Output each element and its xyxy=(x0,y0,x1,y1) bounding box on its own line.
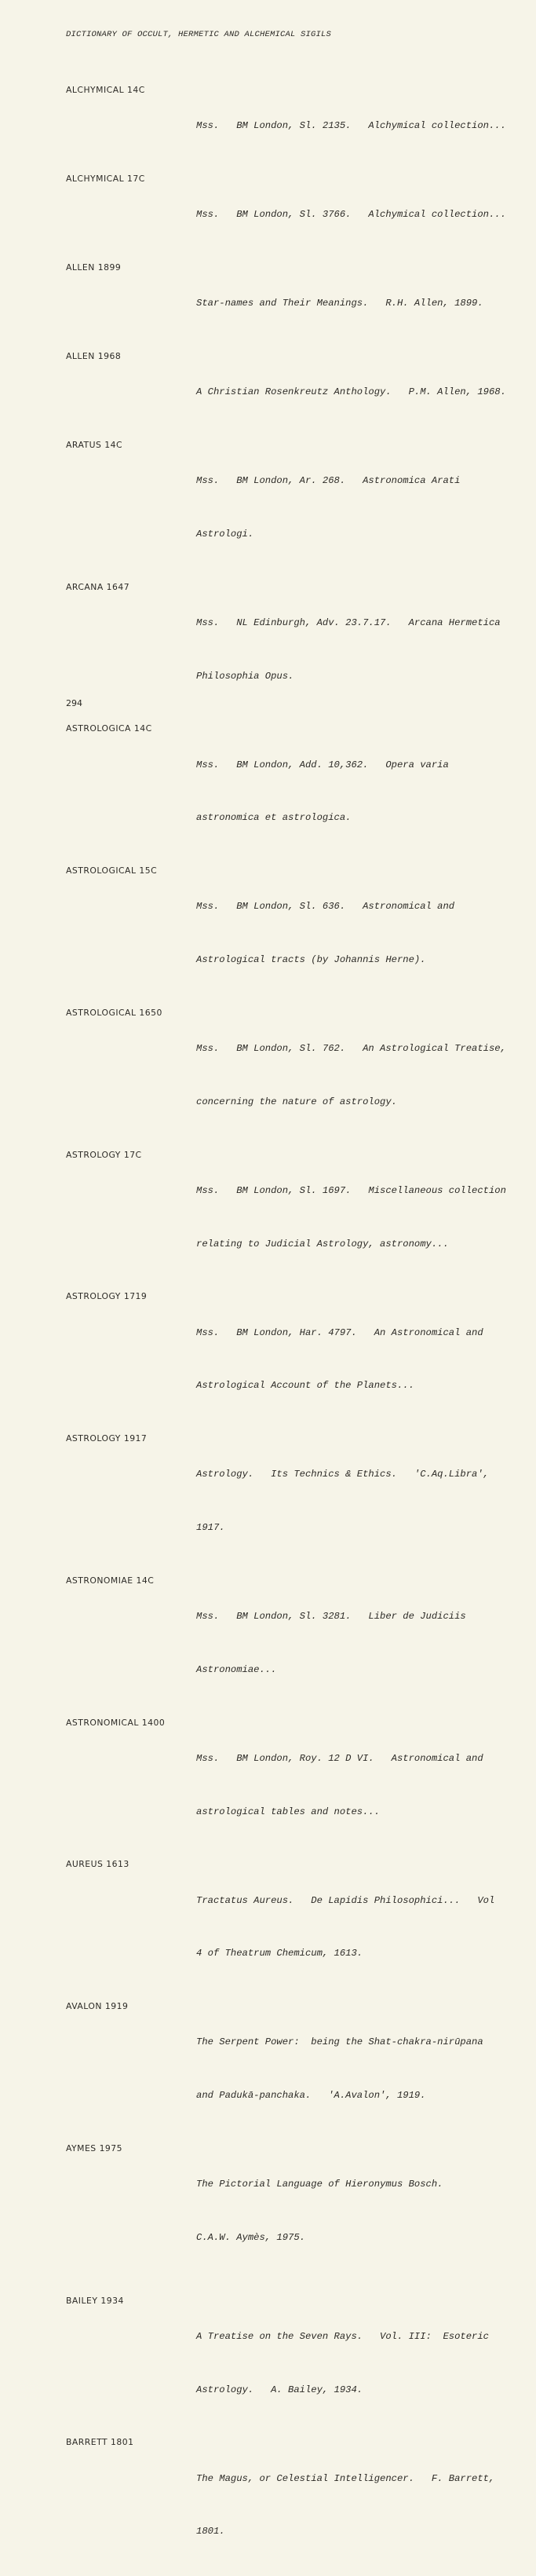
entry-key: ASTROLOGICAL 15C xyxy=(66,865,158,876)
description-line: Mss. BM London, Roy. 12 D VI. Astronomical and xyxy=(196,1752,483,1764)
entry-key: ASTRONOMICAL 1400 xyxy=(66,1717,166,1728)
entry-aureus-1613 xyxy=(0,1856,536,1998)
entry-key: ARATUS 14C xyxy=(66,439,123,450)
description-line: Astrology. Its Technics & Ethics. 'C.Aq.Libra', xyxy=(196,1469,489,1480)
page-number: 294 xyxy=(66,698,82,708)
entry-bailey-1934 xyxy=(0,2292,536,2435)
description-line: 4 of Theatrum Chemicum, 1613. xyxy=(196,1948,363,1959)
description-line: Mss. BM London, Sl. 1697. Miscellaneous collection xyxy=(196,1184,506,1196)
description-line: astrological tables and notes... xyxy=(196,1806,381,1817)
entry-key: BARRETT 1801 xyxy=(66,2437,134,2448)
entry-astrologica-14c xyxy=(0,720,536,862)
entry-description xyxy=(196,579,526,721)
description-line: Mss. BM London, Sl. 2135. Alchymical collection... xyxy=(196,120,506,132)
entry-description xyxy=(196,1572,526,1714)
description-line: Star-names and Their Meanings. R.H. Allen, 1899. xyxy=(196,298,483,309)
entry-key: ASTROLOGY 1719 xyxy=(66,1291,148,1302)
description-line: The Magus, or Celestial Intelligencer. F. Barrett, xyxy=(196,2472,495,2484)
entry-key: AYMES 1975 xyxy=(66,2142,123,2153)
entry-key: ASTROLOGY 17C xyxy=(66,1149,142,1160)
entry-description xyxy=(196,2434,526,2576)
entry-key: ALLEN 1899 xyxy=(66,262,122,273)
description-line: 1917. xyxy=(196,1522,225,1534)
entry-description xyxy=(196,720,526,862)
description-line: relating to Judicial Astrology, astronomy... xyxy=(196,1238,449,1250)
entry-astrology-17c xyxy=(0,1147,536,1289)
description-line: Mss. BM London, Har. 4797. An Astronomical and xyxy=(196,1326,483,1338)
entry-key: AVALON 1919 xyxy=(66,2001,129,2012)
entry-aratus-14c xyxy=(0,437,536,579)
entry-description xyxy=(196,1147,526,1289)
entry-description xyxy=(196,348,526,437)
entry-description xyxy=(196,82,526,170)
entry-astrology-1917 xyxy=(0,1430,536,1572)
entry-key: BAILEY 1934 xyxy=(66,2295,124,2306)
page-header: DICTIONARY OF OCCULT, HERMETIC AND ALCHEMICAL SIGILS xyxy=(66,30,332,39)
entry-description xyxy=(196,2140,526,2282)
description-line: Mss. NL Edinburgh, Adv. 23.7.17. Arcana Hermetica xyxy=(196,617,501,628)
entry-key: ASTROLOGICAL 1650 xyxy=(66,1007,162,1018)
entry-key: AUREUS 1613 xyxy=(66,1859,129,1870)
entry-list xyxy=(0,82,536,2576)
entry-allen-1968 xyxy=(0,348,536,437)
description-line: The Serpent Power: being the Shat-chakra-nirūpana xyxy=(196,2036,483,2048)
entry-astrological-1650 xyxy=(0,1004,536,1147)
description-line: Astrology. A. Bailey, 1934. xyxy=(196,2384,363,2395)
entry-description xyxy=(196,1288,526,1430)
description-line: A Christian Rosenkreutz Anthology. P.M. Allen, 1968. xyxy=(196,386,506,398)
entry-description xyxy=(196,437,526,579)
entry-alchymical-14c xyxy=(0,82,536,170)
description-line: concerning the nature of astrology. xyxy=(196,1096,397,1107)
description-line: Mss. BM London, Sl. 762. An Astrological Treatise, xyxy=(196,1043,506,1055)
description-line: C.A.W. Aymès, 1975. xyxy=(196,2231,305,2243)
description-line: Mss. BM London, Sl. 636. Astronomical and xyxy=(196,901,455,913)
description-line: Astrologi. xyxy=(196,528,254,540)
description-line: astronomica et astrologica. xyxy=(196,812,352,824)
description-line: A Treatise on the Seven Rays. Vol. III: Esoteric xyxy=(196,2330,489,2342)
description-line: Astrological Account of the Planets... xyxy=(196,1380,414,1392)
entry-astrology-1719 xyxy=(0,1288,536,1430)
entry-astronomical-1400 xyxy=(0,1714,536,1857)
entry-description xyxy=(196,2292,526,2435)
entry-description xyxy=(196,170,526,259)
description-line: and Padukā-panchaka. 'A.Avalon', 1919. xyxy=(196,2090,426,2102)
entry-key: ASTRONOMIAE 14C xyxy=(66,1575,155,1586)
entry-aymes-1975 xyxy=(0,2140,536,2282)
entry-description xyxy=(196,862,526,1004)
entry-description xyxy=(196,1856,526,1998)
entry-allen-1899 xyxy=(0,259,536,348)
entry-astronomiae-14c xyxy=(0,1572,536,1714)
entry-description xyxy=(196,1998,526,2140)
entry-barrett-1801 xyxy=(0,2434,536,2576)
entry-avalon-1919 xyxy=(0,1998,536,2140)
description-line: Mss. BM London, Add. 10,362. Opera varia xyxy=(196,759,449,770)
entry-description xyxy=(196,259,526,348)
entry-key: ALLEN 1968 xyxy=(66,350,122,361)
entry-astrological-15c xyxy=(0,862,536,1004)
entry-description xyxy=(196,1004,526,1147)
entry-key: ASTROLOGY 1917 xyxy=(66,1433,148,1444)
entry-key: ASTROLOGICA 14C xyxy=(66,723,152,734)
description-line: Mss. BM London, Sl. 3766. Alchymical collection... xyxy=(196,209,506,221)
description-line: Mss. BM London, Sl. 3281. Liber de Judiciis xyxy=(196,1611,466,1623)
description-line: The Pictorial Language of Hieronymus Bosch. xyxy=(196,2179,443,2190)
description-line: Tractatus Aureus. De Lapidis Philosophici... Vol xyxy=(196,1894,495,1906)
entry-description xyxy=(196,1714,526,1857)
description-line: Philosophia Opus. xyxy=(196,670,294,682)
description-line: Astrological tracts (by Johannis Herne). xyxy=(196,954,426,966)
entry-alchymical-17c xyxy=(0,170,536,259)
entry-key: ARCANA 1647 xyxy=(66,581,130,592)
description-line: Astronomiae... xyxy=(196,1663,277,1675)
entry-key: ALCHYMICAL 17C xyxy=(66,173,145,184)
entry-description xyxy=(196,1430,526,1572)
description-line: Mss. BM London, Ar. 268. Astronomica Arati xyxy=(196,475,461,487)
description-line: 1801. xyxy=(196,2526,225,2538)
entry-key: ALCHYMICAL 14C xyxy=(66,85,145,95)
